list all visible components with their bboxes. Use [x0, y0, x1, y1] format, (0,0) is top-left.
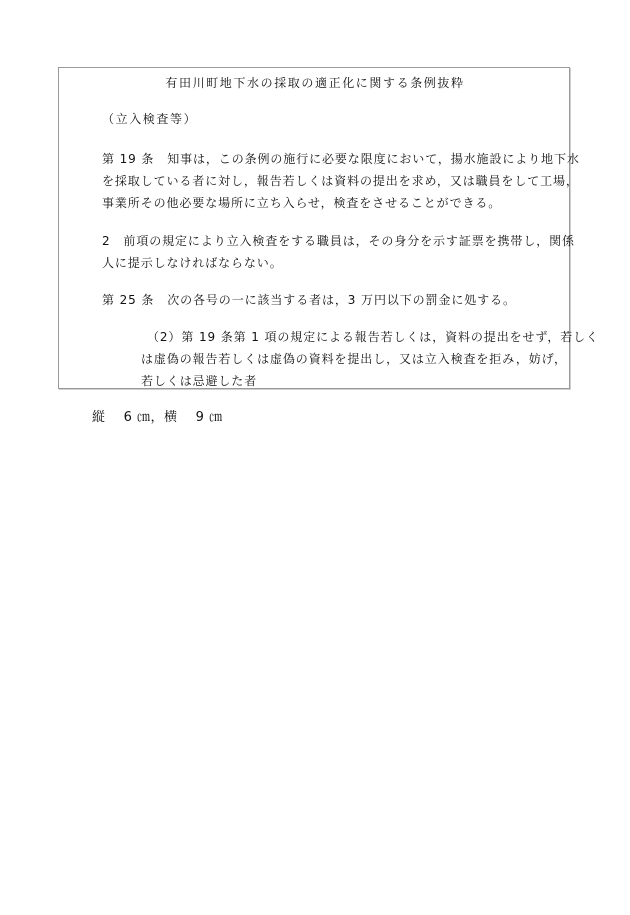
article-19-line-3: 事業所その他必要な場所に立ち入らせ，検査をさせることができる。 [102, 196, 502, 210]
article-19-line-1: 第 19 条 知事は，この条例の施行に必要な限度において，揚水施設により地下水 [102, 152, 580, 166]
item-2-line-1: （2）第 19 条第 1 項の規定による報告若しくは，資料の提出をせず，若しく [147, 330, 599, 344]
item-2-line-3: 若しくは忌避した者 [141, 374, 258, 388]
document-title: 有田川町地下水の採取の適正化に関する条例抜粋 [165, 76, 465, 90]
article-25: 第 25 条 次の各号の一に該当する者は，3 万円以下の罰金に処する。 [102, 293, 516, 307]
article-19-line-2: を採取している者に対し，報告若しくは資料の提出を求め，又は職員をして工場， [102, 174, 579, 188]
item-2-line-2: は虚偽の報告若しくは虚偽の資料を提出し，又は立入検査を拒み，妨げ， [141, 352, 567, 366]
paragraph-2-line-2: 人に提示しなければならない。 [102, 256, 283, 270]
section-heading: （立入検査等） [102, 112, 198, 126]
dimensions-note: 縦 6 ㎝，横 9 ㎝ [92, 410, 223, 425]
excerpt-frame [58, 67, 599, 389]
paragraph-2-line-1: 2 前項の規定により立入検査をする職員は，その身分を示す証票を携帯し，関係 [102, 234, 575, 248]
